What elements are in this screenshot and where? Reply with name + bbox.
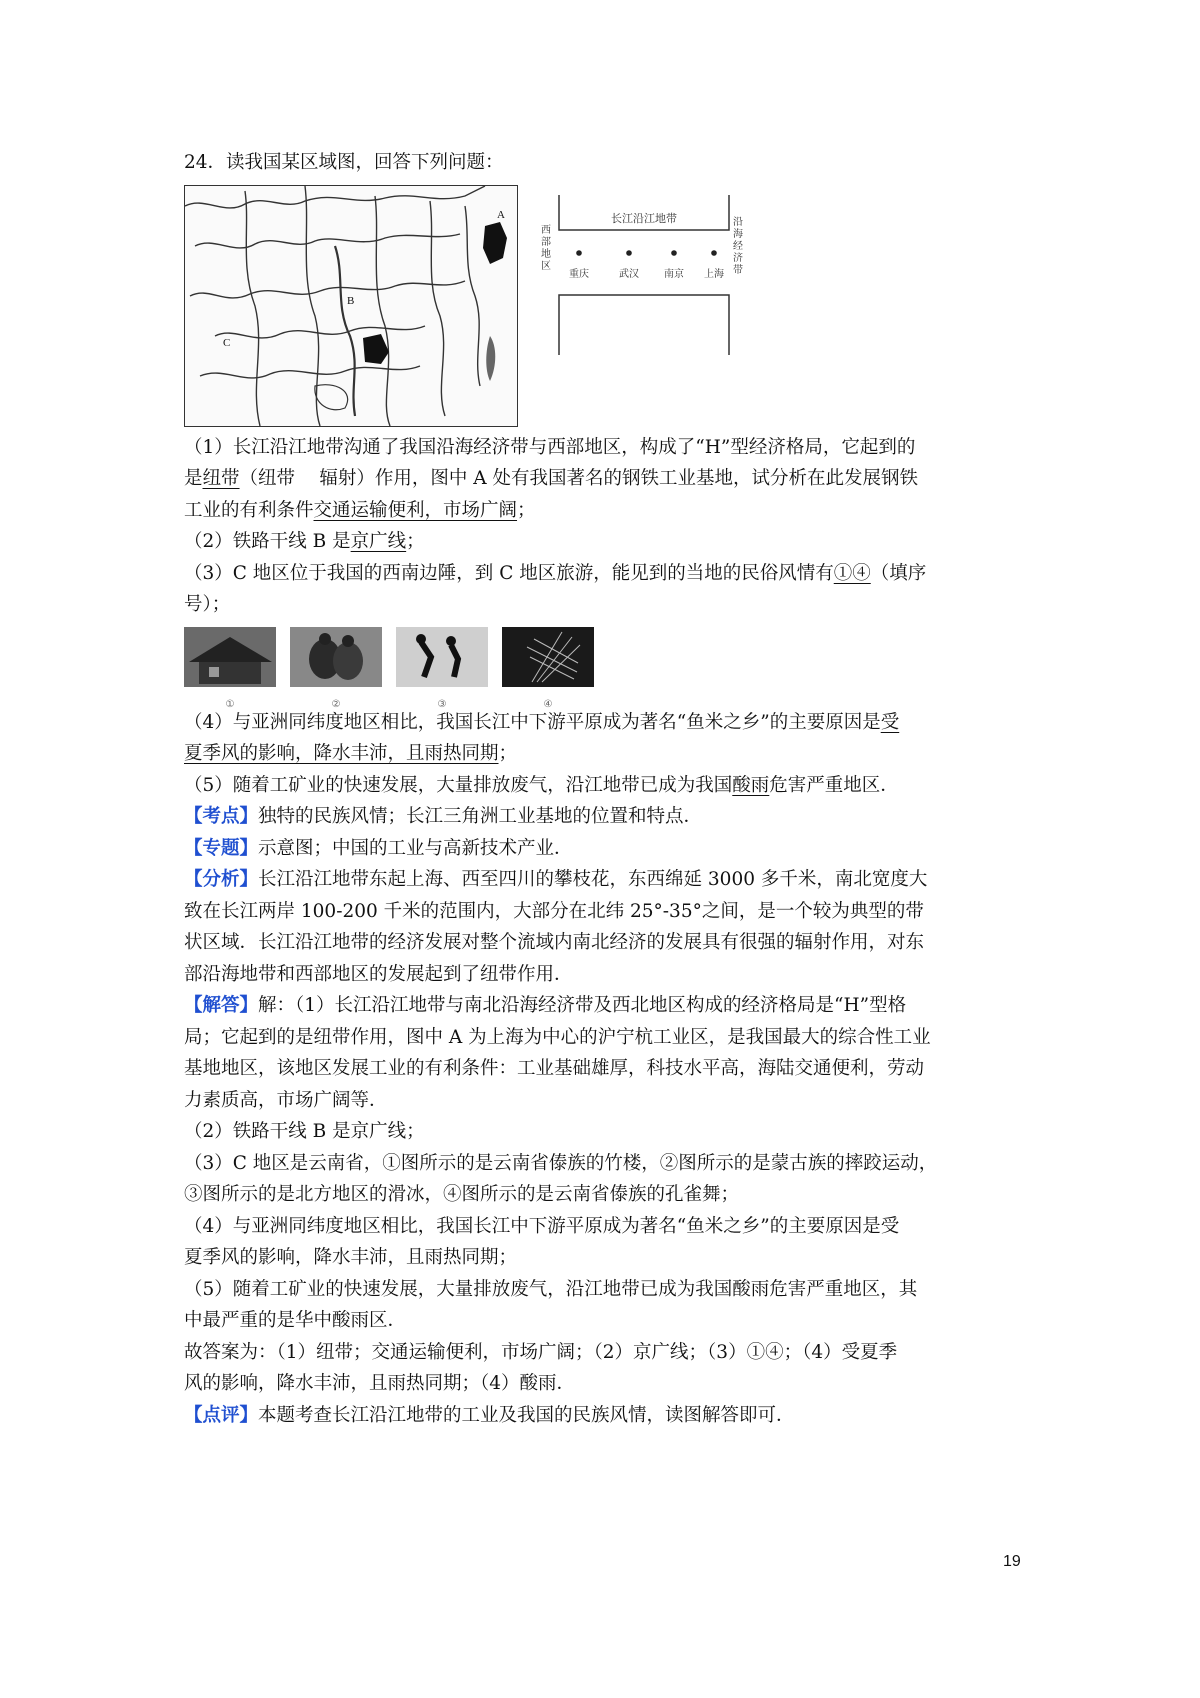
q5-line	[184, 770, 1020, 802]
map-label-a: A	[497, 208, 505, 221]
h-top-label: 长江沿江地带	[611, 211, 677, 225]
city-nanjing: 南京	[664, 268, 684, 280]
jieda-line-1	[184, 990, 1020, 1022]
fenxi-line-1	[184, 864, 1020, 896]
dianping-line	[184, 1400, 1020, 1432]
jieda-line-10: （5）随着工矿业的快速发展，大量排放废气，沿江地带已成为我国酸雨危害严重地区，其	[184, 1278, 918, 1300]
jieda-line-3: 基地地区，该地区发展工业的有利条件：工业基础雄厚，科技水平高，海陆交通便利，劳动	[184, 1058, 925, 1079]
jieda-line-6: （3）C 地区是云南省，①图所示的是云南省傣族的竹楼，②图所示的是蒙古族的摔跤运动，	[184, 1152, 938, 1174]
q4-answer: 夏季风的影响，降水丰沛，且雨热同期	[184, 743, 499, 764]
q1-l3-post: ；	[517, 499, 536, 521]
q5-post: 危害严重地区．	[769, 774, 899, 796]
q2-line	[184, 526, 1020, 558]
photo-label-2: ②	[331, 698, 341, 710]
q3-l1-pre: （3）C 地区位于我国的西南边陲，到 C 地区旅游，能见到的当地的民俗风情有	[184, 562, 834, 584]
region-map	[184, 185, 518, 427]
fenxi-line-3: 状区域．长江沿江地带的经济发展对整个流域内南北经济的发展具有很强的辐射作用，对东	[184, 932, 925, 953]
figure-row	[184, 185, 1020, 432]
jieda-line-9: 夏季风的影响，降水丰沛，且雨热同期；	[184, 1247, 518, 1268]
q1-answer-niudai: 纽带	[202, 468, 240, 489]
q5-pre: （5）随着工矿业的快速发展，大量排放废气，沿江地带已成为我国	[184, 774, 733, 796]
photo-label-4: ④	[543, 698, 553, 710]
kaodian-text: 独特的民族风情；长江三角洲工业基地的位置和特点．	[258, 806, 703, 827]
q4-answer-start: 受	[880, 711, 900, 733]
q3-l1-post: （填序	[870, 562, 927, 584]
map-label-c: C	[223, 336, 231, 349]
fenxi-text-1: 长江沿江地带东起上海、西至四川的攀枝花，东西绵延 3000 多千米，南北宽度大	[258, 869, 928, 890]
zhuanti-tag: 【专题】	[184, 837, 259, 859]
h-left-label: 西部地区	[541, 224, 551, 272]
h-diagram-graphic	[539, 195, 749, 355]
fenxi-line-2: 致在长江两岸 100-200 千米的范围内，大部分在北纬 25°-35°之间，是一个较为典型的带	[184, 900, 924, 922]
photo-label-1: ①	[225, 698, 235, 710]
jieda-line-13: 风的影响，降水丰沛，且雨热同期；（4）酸雨．	[184, 1373, 576, 1394]
dianping-tag: 【点评】	[184, 1404, 259, 1426]
city-wuhan: 武汉	[619, 268, 639, 280]
q3-line-1	[184, 558, 1020, 590]
q4-l2-post: ；	[498, 743, 518, 764]
h-right-label: 沿海经济带	[733, 216, 743, 276]
jieda-line-8: （4）与亚洲同纬度地区相比，我国长江中下游平原成为著名“鱼米之乡”的主要原因是受	[184, 1215, 900, 1237]
jieda-text-1: 解：（1）长江沿江地带与南北沿海经济带及西北地区构成的经济格局是“H”型格	[258, 995, 907, 1016]
h-pattern-diagram	[539, 195, 749, 355]
q3-answer: ①④	[833, 562, 871, 584]
zhuanti-line	[184, 833, 1020, 865]
q1-line-2	[184, 463, 1020, 495]
q4-l1-pre: （4）与亚洲同纬度地区相比，我国长江中下游平原成为著名“鱼米之乡”的主要原因是	[184, 711, 881, 733]
q2-answer: 京广线	[350, 531, 407, 552]
q1-line-1: （1）长江沿江地带沟通了我国沿海经济带与西部地区，构成了“H”型经济格局，它起到的	[184, 436, 916, 458]
kaodian-line	[184, 801, 1020, 833]
jieda-line-12: 故答案为：（1）纽带；交通运输便利，市场广阔；（2）京广线；（3）①④；（4）受夏季	[184, 1341, 898, 1363]
jieda-line-2: 局；它起到的是纽带作用，图中 A 为上海为中心的沪宁杭工业区，是我国最大的综合性工业	[184, 1026, 931, 1048]
city-chongqing: 重庆	[569, 268, 589, 280]
q1-l2-pre: 是	[184, 468, 203, 489]
q3-line-2: 号）；	[184, 594, 231, 615]
photo-peacock-dance	[502, 627, 594, 687]
photo-bamboo-house	[184, 627, 276, 687]
city-shanghai: 上海	[704, 268, 724, 280]
zhuanti-text: 示意图；中国的工业与高新技术产业．	[258, 837, 573, 859]
fenxi-tag: 【分析】	[184, 869, 259, 890]
page-number: 19	[1003, 1553, 1021, 1570]
fenxi-line-4: 部沿海地带和西部地区的发展起到了纽带作用．	[184, 963, 573, 985]
jieda-line-11: 中最严重的是华中酸雨区．	[184, 1310, 407, 1331]
dianping-text: 本题考查长江沿江地带的工业及我国的民族风情，读图解答即可．	[258, 1404, 795, 1426]
jieda-line-7: ③图所示的是北方地区的滑冰，④图所示的是云南省傣族的孔雀舞；	[184, 1184, 740, 1205]
q1-line-3	[184, 495, 1020, 527]
q1-l2-post: （纽带 辐射）作用，图中 A 处有我国著名的钢铁工业基地，试分析在此发展钢铁	[239, 468, 919, 489]
photo-label-3: ③	[437, 698, 447, 710]
photo-skating	[396, 627, 488, 687]
jieda-line-4: 力素质高，市场广阔等．	[184, 1089, 388, 1111]
map-label-b: B	[347, 294, 355, 307]
jieda-tag: 【解答】	[184, 995, 259, 1016]
q1-l3-pre: 工业的有利条件	[184, 499, 314, 521]
folk-photos-row	[184, 627, 1020, 710]
q2-post: ；	[406, 531, 425, 552]
q4-line-2	[184, 738, 1020, 770]
photo-wrestling	[290, 627, 382, 687]
q2-pre: （2）铁路干线 B 是	[184, 531, 351, 552]
question-title: 24．读我国某区域图，回答下列问题：	[184, 152, 504, 173]
jieda-line-5: （2）铁路干线 B 是京广线；	[184, 1121, 425, 1142]
region-map-graphic	[185, 186, 517, 426]
question-content	[184, 147, 1020, 1431]
kaodian-tag: 【考点】	[184, 806, 259, 827]
q5-answer: 酸雨	[732, 774, 770, 796]
q1-answer-conditions: 交通运输便利，市场广阔	[313, 499, 518, 521]
